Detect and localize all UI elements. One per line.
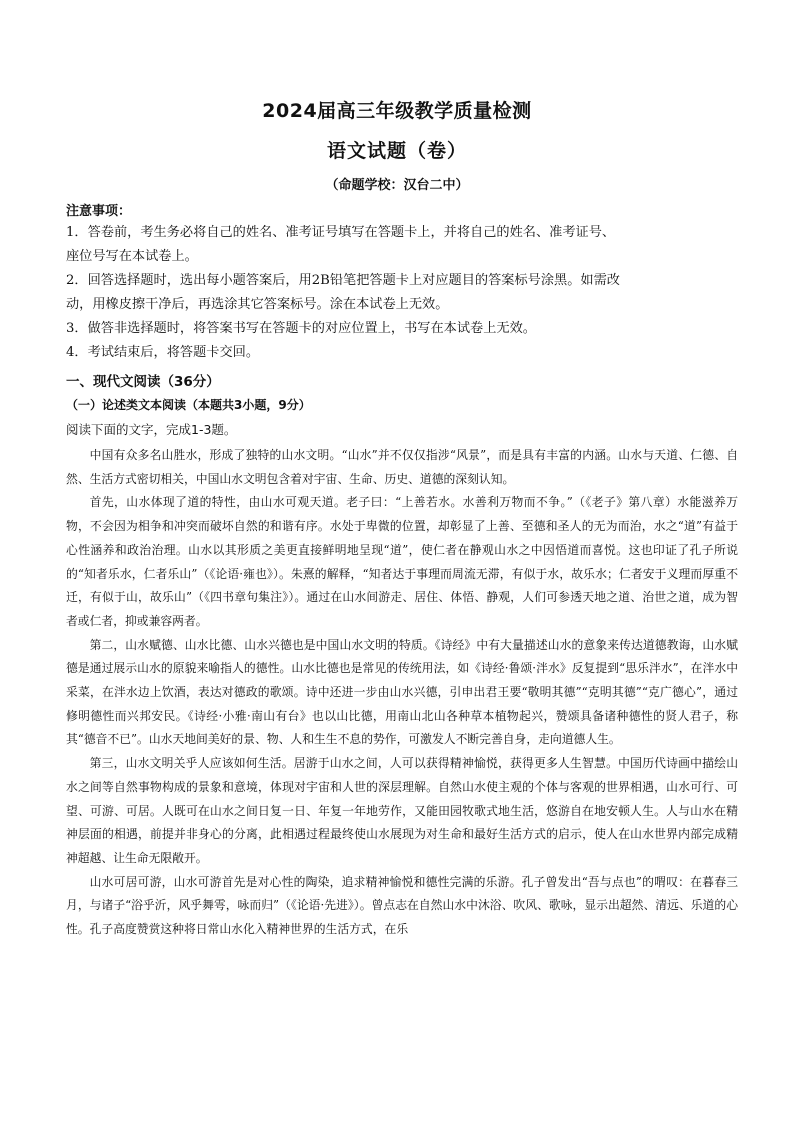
passage-paragraph: 第二，山水赋德、山水比德、山水兴德也是中国山水文明的特质。《诗经》中有大量描述山水的意象来传达道德教诲，山水赋德是通过展示山水的原貌来喻指人的德性。山水比德也是常见的传统用法，如《诗经·鲁颂·泮水》反复提到“思乐泮水”，在泮水中采菜，在泮水边上饮酒，表达对德政的歌颂。诗中还进一步由山水兴德，引申出君王要“敬明其德”“克明其德”“克广德心”，通过修明德性而兴邦安民。《诗经·小雅·南山有台》也以山比德，用南山北山各种草本植物起兴，赞颂具备诸种德性的贤人君子，称其“德音不已”。山水天地间美好的景、物、人和生生不息的势作，可激发人不断完善自身，走向道德人生。 — [66, 637, 738, 747]
passage-paragraph: 山水可居可游，山水可游首先是对心性的陶染，追求精神愉悦和德性完满的乐游。孔子曾发出“吾与点也”的喟叹：在暮春三月，与诸子“浴乎沂，风乎舞雩，咏而归”（《论语·先进》）。曾点志在自然山水中沐浴、吹风、歌咏，显示出超然、清远、乐道的心性。孔子高度赞赏这种将日常山水化入精神世界的生活方式，在乐 — [66, 874, 738, 937]
reading-passage — [66, 444, 738, 942]
notice-line: 3．做答非选择题时，将答案书写在答题卡的对应位置上，书写在本试卷上无效。 — [66, 321, 536, 336]
section-title: 一、现代文阅读（36分） — [66, 374, 220, 390]
exam-title: 2024届高三年级教学质量检测 — [262, 100, 532, 122]
notice-line: 座位号写在本试卷上。 — [66, 249, 198, 264]
notice-line: 4．考试结束后，将答题卡交回。 — [66, 345, 260, 360]
notice-line: 动，用橡皮擦干净后，再选涂其它答案标号。涂在本试卷上无效。 — [66, 297, 449, 312]
passage-paragraph: 首先，山水体现了道的特性，由山水可观天道。老子曰：“上善若水。水善利万物而不争。”（《老子》第八章）水能滋养万物，不会因为相争和冲突而破坏自然的和谐有序。水处于卑微的位置，却彰显了上善、至德和圣人的无为而治，水之“道”有益于心性涵养和政治治理。山水以其形质之美更直接鲜明地呈现“道”，使仁者在静观山水之中因悟道而喜悦。这也印证了孔子所说的“知者乐水，仁者乐山”（《论语·雍也》）。朱熹的解释，“知者达于事理而周流无滞，有似于水，故乐水；仁者安于义理而厚重不迁，有似于山，故乐山”（《四书章句集注》）。通过在山水间游走、居住、体悟、静观，人们可参透天地之道、治世之道，成为智者或仁者，抑或兼容两者。 — [66, 495, 738, 628]
notice-line: 1．答卷前，考生务必将自己的姓名、准考证号填写在答题卡上，并将自己的姓名、准考证号、 — [66, 225, 616, 240]
subsection-title: （一）论述类文本阅读（本题共3小题，9分） — [66, 398, 311, 412]
passage-paragraph: 中国有众多名山胜水，形成了独特的山水文明。“山水”并不仅仅指涉“风景”，而是具有丰富的内涵。山水与天道、仁德、自然、生活方式密切相关，中国山水文明包含着对宇宙、生命、历史、道德的深刻认知。 — [66, 448, 738, 486]
exam-subtitle: 语文试题（卷） — [326, 140, 467, 162]
exam-school: （命题学校：汉台二中） — [325, 178, 469, 193]
notice-line: 2．回答选择题时，选出每小题答案后，用2B铅笔把答题卡上对应题目的答案标号涂黑。如需改 — [66, 273, 620, 288]
notice-heading: 注意事项： — [66, 204, 132, 219]
passage-paragraph: 第三，山水文明关乎人应该如何生活。居游于山水之间，人可以获得精神愉悦，获得更多人生智慧。中国历代诗画中描绘山水之间等自然事物构成的景象和意境，体现对宇宙和人世的深层理解。自然山水使主观的个体与客观的世界相遇，山水可行、可望、可游、可居。人既可在山水之间日复一日、年复一年地劳作，又能田园牧歌式地生活，悠游自在地安顿人生。人与山水在精神层面的相遇，前提并非身心的分离，此相遇过程最终使山水展现为对生命和最好生活方式的启示，使人在山水世界内部完成精神超越、让生命无限敞开。 — [66, 756, 738, 865]
reading-instruction: 阅读下面的文字，完成1-3题。 — [66, 422, 237, 437]
